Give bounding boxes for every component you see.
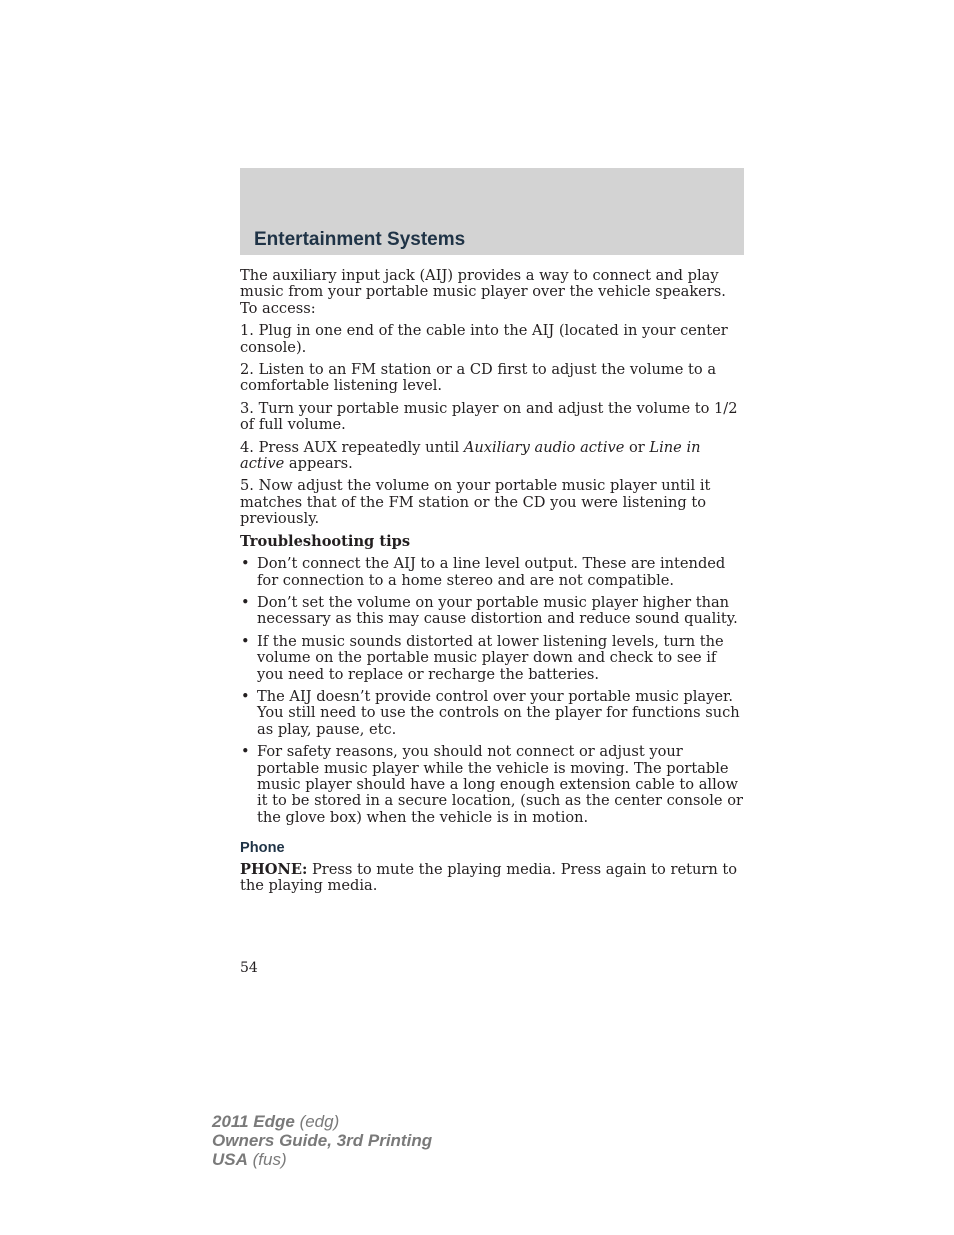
list-item <box>240 556 744 589</box>
step-2: 2. Listen to an FM station or a CD first to adjust the volume to a comfortable listening level. <box>240 361 717 395</box>
footer-model: 2011 Edge <box>212 1112 295 1131</box>
footer-region-code: (fus) <box>247 1150 287 1169</box>
footer-line-2 <box>212 1131 432 1150</box>
phone-text: Press to mute the playing media. Press again to return to the playing media. <box>240 860 738 894</box>
step-4-display-auxiliary: Auxiliary audio active <box>463 438 625 456</box>
bullet: • <box>241 687 250 705</box>
step-4 <box>240 440 744 473</box>
bullet: • <box>241 593 250 611</box>
step-5: 5. Now adjust the volume on your portable music player until it matches that of the FM station or the CD you were listening to previously. <box>240 477 711 528</box>
section-title: Entertainment Systems <box>254 229 466 250</box>
footer-printing: Owners Guide, 3rd Printing <box>212 1131 433 1150</box>
troubleshooting-heading: Troubleshooting tips <box>240 532 411 550</box>
bullet: • <box>241 632 250 650</box>
tip-text: If the music sounds distorted at lower listening levels, turn the volume on the portable music player down and check to see if you need to replace or recharge the batteries. <box>257 632 724 683</box>
step-1: 1. Plug in one end of the cable into the AIJ (located in your center console). <box>240 322 728 356</box>
step-4-display-line-in: Line in active <box>240 438 701 473</box>
page-content <box>240 268 744 900</box>
intro-paragraph: The auxiliary input jack (AIJ) provides a way to connect and play music from your portable music player over the vehicle speakers. To access: <box>240 267 726 317</box>
page-number: 54 <box>240 960 258 976</box>
step-3: 3. Turn your portable music player on and adjust the volume to 1/2 of full volume. <box>240 399 738 434</box>
list-item <box>240 744 744 826</box>
list-item <box>240 634 744 683</box>
footer-model-code: (edg) <box>294 1112 340 1131</box>
tip-text: The AIJ doesn’t provide control over your portable music player. You still need to use the controls on the player for functions such as play, pause, etc. <box>257 687 740 738</box>
list-item <box>240 595 744 628</box>
footer-line-1 <box>212 1112 432 1131</box>
bullet: • <box>241 555 250 573</box>
section-header-band <box>240 168 744 255</box>
tip-text: Don’t connect the AIJ to a line level output. These are intended for connection to a home stereo and are not compatible. <box>257 555 726 589</box>
bullet: • <box>241 743 250 761</box>
phone-heading: Phone <box>240 840 285 857</box>
step-4-text-e: appears. <box>284 455 353 473</box>
troubleshooting-list <box>240 556 744 826</box>
tip-text: Don’t set the volume on your portable music player higher than necessary as this may cause distortion and reduce sound quality. <box>257 593 738 628</box>
footer-region: USA <box>212 1150 248 1169</box>
list-item <box>240 689 744 738</box>
footer-line-3 <box>212 1150 432 1169</box>
step-4-text-a: 4. Press AUX repeatedly until <box>240 438 464 456</box>
step-4-text-c: or <box>624 438 650 456</box>
phone-paragraph <box>240 862 744 895</box>
print-footer <box>212 1112 432 1169</box>
tip-text: For safety reasons, you should not connect or adjust your portable music player while the vehicle is moving. The portable music player should have a long enough extension cable to allow it to be stored in a secure location, (such as the center console or the glove box) when the vehicle is in motion. <box>257 743 743 826</box>
phone-label: PHONE: <box>240 860 308 878</box>
